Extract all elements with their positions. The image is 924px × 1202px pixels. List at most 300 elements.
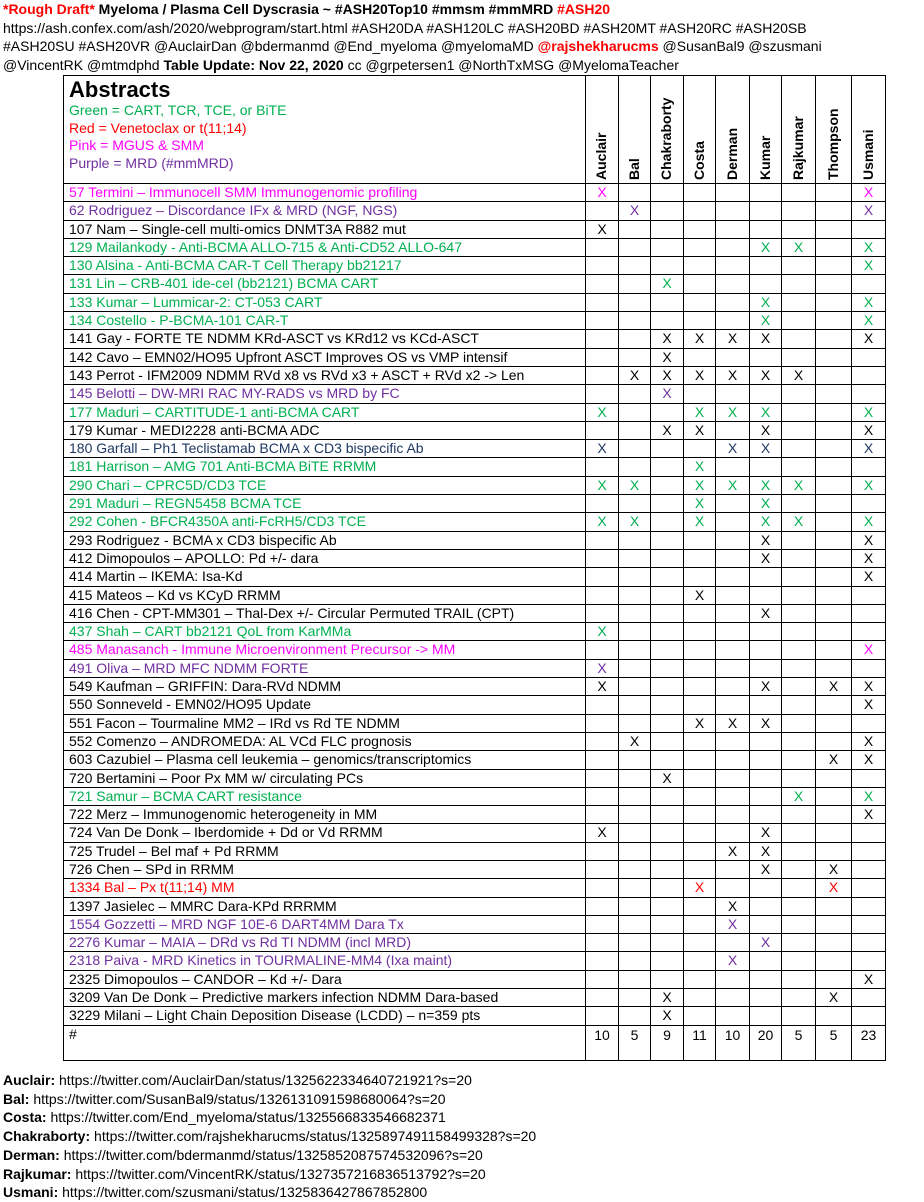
mark-cell: X: [750, 476, 782, 494]
table-row: [64, 915, 886, 933]
mark-cell: [816, 824, 852, 842]
mark-cell: [619, 751, 651, 769]
mark-cell: [586, 312, 619, 330]
mark-cell: [651, 641, 684, 659]
mark-cell: [651, 751, 684, 769]
abstract-title-cell: 290 Chari – CPRC5D/CD3 TCE: [64, 476, 586, 494]
mark-cell: X: [716, 403, 750, 421]
mark-cell: X: [750, 312, 782, 330]
mark-cell: [716, 879, 750, 897]
mark-cell: X: [651, 330, 684, 348]
twitter-links: [3, 1071, 921, 1202]
mark-cell: [816, 440, 852, 458]
count-value: 20: [757, 1026, 774, 1043]
mark-cell: [750, 458, 782, 476]
table-row: [64, 1007, 886, 1025]
header-url: https://ash.confex.com/ash/2020/webprogram/start.html #ASH20DA #ASH120LC #ASH20BD #ASH20MT #ASH20RC #ASH20SB: [3, 19, 807, 36]
mark-cell: [684, 604, 716, 622]
mark-cell: X: [586, 476, 619, 494]
table-row: [64, 604, 886, 622]
mark-cell: X: [651, 769, 684, 787]
mark-cell: [750, 623, 782, 641]
twitter-link-line: [3, 1090, 921, 1109]
mark-cell: [782, 641, 816, 659]
mark-cell: [750, 787, 782, 805]
count-cell: [619, 1025, 651, 1060]
mark-cell: [782, 952, 816, 970]
mark-cell: X: [651, 385, 684, 403]
mark-cell: [684, 897, 716, 915]
mark-cell: [684, 238, 716, 256]
table-row: [64, 366, 886, 384]
count-value: 23: [860, 1026, 877, 1043]
table-row: [64, 989, 886, 1007]
abstract-title-cell: 412 Dimopoulos – APOLLO: Pd +/- dara: [64, 549, 586, 567]
abstract-title-cell: 1397 Jasielec – MMRC Dara-KPd RRRMM: [64, 897, 586, 915]
mark-cell: [619, 641, 651, 659]
twitter-link[interactable]: https://twitter.com/End_myeloma/status/1325566833546682371: [50, 1109, 446, 1126]
mark-cell: [716, 860, 750, 878]
mark-cell: [750, 184, 782, 202]
mark-cell: X: [750, 842, 782, 860]
mark-cell: [684, 696, 716, 714]
mark-cell: [651, 293, 684, 311]
mark-cell: [782, 623, 816, 641]
abstract-title-cell: 603 Cazubiel – Plasma cell leukemia – genomics/transcriptomics: [64, 751, 586, 769]
abstract-title-cell: 416 Chen - CPT-MM301 – Thal-Dex +/- Circular Permuted TRAIL (CPT): [64, 604, 586, 622]
table-row: [64, 641, 886, 659]
mark-cell: [619, 568, 651, 586]
mark-cell: [782, 934, 816, 952]
mark-cell: [651, 678, 684, 696]
twitter-link-line: [3, 1165, 921, 1184]
mark-cell: X: [750, 513, 782, 531]
mark-cell: [716, 641, 750, 659]
mark-cell: [782, 385, 816, 403]
abstract-title-cell: 145 Belotti – DW-MRI RAC MY-RADS vs MRD by FC: [64, 385, 586, 403]
count-cell: [782, 1025, 816, 1060]
mark-cell: [619, 824, 651, 842]
link-reviewer-name: Chakraborty:: [3, 1128, 91, 1145]
mark-cell: [782, 1007, 816, 1025]
abstract-title-cell: 721 Samur – BCMA CART resistance: [64, 787, 586, 805]
link-reviewer-name: Derman:: [3, 1146, 60, 1163]
mark-cell: [716, 732, 750, 750]
mark-cell: X: [619, 476, 651, 494]
mark-cell: [651, 476, 684, 494]
mark-cell: X: [716, 366, 750, 384]
mark-cell: [716, 275, 750, 293]
mark-cell: [716, 549, 750, 567]
mark-cell: [716, 385, 750, 403]
mark-cell: [782, 220, 816, 238]
mark-cell: X: [852, 238, 886, 256]
abstract-title-cell: 724 Van De Donk – Iberdomide + Dd or Vd RRMM: [64, 824, 586, 842]
mark-cell: [716, 184, 750, 202]
mark-cell: X: [782, 366, 816, 384]
mark-cell: [852, 860, 886, 878]
mark-cell: [684, 842, 716, 860]
mark-cell: [782, 860, 816, 878]
mark-cell: X: [684, 458, 716, 476]
mark-cell: [750, 751, 782, 769]
mark-cell: [816, 586, 852, 604]
mark-cell: X: [852, 732, 886, 750]
mark-cell: [852, 769, 886, 787]
mark-cell: [684, 220, 716, 238]
mark-cell: [684, 915, 716, 933]
mark-cell: [716, 586, 750, 604]
mark-cell: X: [852, 202, 886, 220]
mark-cell: [619, 860, 651, 878]
abstract-title-cell: 292 Cohen - BFCR4350A anti-FcRH5/CD3 TCE: [64, 513, 586, 531]
count-value: 5: [630, 1026, 639, 1043]
mark-cell: [651, 860, 684, 878]
mark-cell: X: [684, 879, 716, 897]
mark-cell: [716, 312, 750, 330]
mark-cell: [816, 330, 852, 348]
mark-cell: X: [750, 403, 782, 421]
mark-cell: [816, 458, 852, 476]
mark-cell: X: [651, 421, 684, 439]
mark-cell: [651, 312, 684, 330]
mark-cell: [684, 934, 716, 952]
mark-cell: [816, 385, 852, 403]
mark-cell: X: [852, 312, 886, 330]
table-update-date: Table Update: Nov 22, 2020: [163, 57, 344, 74]
reviewer-name: Auclair: [593, 132, 610, 180]
mark-cell: [750, 806, 782, 824]
mark-cell: [619, 604, 651, 622]
mark-cell: X: [816, 751, 852, 769]
mark-cell: [651, 403, 684, 421]
link-reviewer-name: Rajkumar:: [3, 1165, 72, 1182]
mark-cell: [586, 366, 619, 384]
table-row: [64, 806, 886, 824]
mark-cell: [716, 806, 750, 824]
table-row: [64, 184, 886, 202]
mark-cell: X: [750, 934, 782, 952]
table-row: [64, 897, 886, 915]
mark-cell: [852, 952, 886, 970]
mark-cell: [716, 238, 750, 256]
mark-cell: [852, 659, 886, 677]
mark-cell: X: [716, 330, 750, 348]
mark-cell: [782, 678, 816, 696]
mark-cell: [651, 915, 684, 933]
mark-cell: [782, 312, 816, 330]
mark-cell: [750, 257, 782, 275]
abstract-title-cell: 2318 Paiva - MRD Kinetics in TOURMALINE-MM4 (Ixa maint): [64, 952, 586, 970]
abstract-title-cell: 1334 Bal – Px t(11;14) MM: [64, 879, 586, 897]
count-label: #: [64, 1025, 586, 1060]
mark-cell: [619, 714, 651, 732]
mark-cell: [586, 293, 619, 311]
mark-cell: [750, 568, 782, 586]
table-row: [64, 220, 886, 238]
table-row: [64, 312, 886, 330]
mark-cell: [651, 952, 684, 970]
mark-cell: [619, 495, 651, 513]
mark-cell: [816, 842, 852, 860]
count-value: 9: [663, 1026, 671, 1043]
mark-cell: [651, 806, 684, 824]
mark-cell: [586, 385, 619, 403]
mark-cell: [816, 1007, 852, 1025]
reviewer-name: Bal: [625, 158, 642, 180]
mark-cell: X: [750, 860, 782, 878]
mark-cell: [816, 696, 852, 714]
table-header-row: [64, 76, 886, 184]
abstract-title-cell: 485 Manasanch - Immune Microenvironment Precursor -> MM: [64, 641, 586, 659]
mark-cell: [684, 184, 716, 202]
mark-cell: [619, 989, 651, 1007]
mark-cell: [586, 641, 619, 659]
mark-cell: [586, 568, 619, 586]
abstract-title-cell: 130 Alsina - Anti-BCMA CAR-T Cell Therapy bb21217: [64, 257, 586, 275]
mark-cell: X: [782, 238, 816, 256]
mark-cell: [750, 1007, 782, 1025]
mark-cell: [816, 952, 852, 970]
mark-cell: [782, 915, 816, 933]
mark-cell: [782, 970, 816, 988]
link-reviewer-name: Costa:: [3, 1109, 47, 1126]
mark-cell: [586, 751, 619, 769]
mark-cell: [619, 293, 651, 311]
mark-cell: [782, 495, 816, 513]
mark-cell: [750, 202, 782, 220]
twitter-link[interactable]: https://twitter.com/SusanBal9/status/1326131091598680064?s=20: [33, 1090, 446, 1107]
mark-cell: [619, 531, 651, 549]
mark-cell: [782, 806, 816, 824]
mark-cell: [619, 659, 651, 677]
mark-cell: [816, 238, 852, 256]
link-reviewer-name: Bal:: [3, 1090, 30, 1107]
header-title: Myeloma / Plasma Cell Dyscrasia ~ #ASH20Top10 #mmsm #mmMRD: [94, 1, 558, 17]
mark-cell: [716, 293, 750, 311]
mark-cell: X: [750, 604, 782, 622]
abstracts-header-cell: [64, 76, 586, 184]
mark-cell: X: [716, 915, 750, 933]
abstract-title-cell: 293 Rodriguez - BCMA x CD3 bispecific Ab: [64, 531, 586, 549]
mark-cell: X: [586, 184, 619, 202]
table-row: [64, 440, 886, 458]
mark-cell: [852, 348, 886, 366]
mark-cell: [684, 275, 716, 293]
mark-cell: X: [852, 330, 886, 348]
legend-item: Purple = MRD (#mmMRD): [69, 154, 234, 171]
mark-cell: [750, 970, 782, 988]
header-handles-pre: #ASH20SU #ASH20VR @AuclairDan @bdermanmd @End_myeloma @myelomaMD: [3, 38, 538, 55]
mark-cell: [684, 806, 716, 824]
mark-cell: [816, 421, 852, 439]
mark-cell: X: [750, 293, 782, 311]
count-row: [64, 1025, 886, 1060]
table-row: [64, 934, 886, 952]
mark-cell: [816, 403, 852, 421]
mark-cell: [816, 659, 852, 677]
mark-cell: [750, 915, 782, 933]
mark-cell: [782, 257, 816, 275]
table-row: [64, 421, 886, 439]
mark-cell: [852, 385, 886, 403]
mark-cell: X: [651, 989, 684, 1007]
abstract-title-cell: 291 Maduri – REGN5458 BCMA TCE: [64, 495, 586, 513]
mark-cell: [684, 531, 716, 549]
abstract-title-cell: 181 Harrison – AMG 701 Anti-BCMA BiTE RRMM: [64, 458, 586, 476]
mark-cell: [816, 312, 852, 330]
mark-cell: [782, 440, 816, 458]
abstract-title-cell: 1554 Gozzetti – MRD NGF 10E-6 DART4MM Dara Tx: [64, 915, 586, 933]
mark-cell: [782, 714, 816, 732]
mark-cell: [651, 495, 684, 513]
table-row: [64, 495, 886, 513]
abstract-title-cell: 722 Merz – Immunogenomic heterogeneity in MM: [64, 806, 586, 824]
mark-cell: X: [852, 696, 886, 714]
mark-cell: [750, 952, 782, 970]
mark-cell: X: [750, 440, 782, 458]
mark-cell: X: [852, 751, 886, 769]
mark-cell: [619, 915, 651, 933]
mark-cell: [619, 275, 651, 293]
count-value: 5: [794, 1026, 803, 1043]
mark-cell: X: [750, 824, 782, 842]
mark-cell: X: [852, 641, 886, 659]
mark-cell: X: [651, 348, 684, 366]
mark-cell: [586, 275, 619, 293]
mark-cell: X: [716, 440, 750, 458]
mark-cell: [619, 952, 651, 970]
mark-cell: X: [750, 549, 782, 567]
mark-cell: [816, 714, 852, 732]
twitter-link-line: [3, 1071, 921, 1090]
mark-cell: [651, 623, 684, 641]
mark-cell: [816, 623, 852, 641]
mark-cell: [684, 787, 716, 805]
mark-cell: [782, 751, 816, 769]
reviewer-column-header: [782, 76, 816, 184]
reviewer-name: Costa: [690, 141, 707, 180]
mark-cell: [716, 604, 750, 622]
table-row: [64, 476, 886, 494]
twitter-link-line: [3, 1108, 921, 1127]
mark-cell: [716, 751, 750, 769]
mark-cell: [852, 220, 886, 238]
mark-cell: X: [750, 238, 782, 256]
mark-cell: X: [716, 714, 750, 732]
mark-cell: X: [852, 440, 886, 458]
mark-cell: X: [586, 513, 619, 531]
mark-cell: [586, 1007, 619, 1025]
table-row: [64, 458, 886, 476]
mark-cell: [586, 769, 619, 787]
mark-cell: [816, 806, 852, 824]
mark-cell: X: [651, 275, 684, 293]
twitter-link[interactable]: https://twitter.com/szusmani/status/1325836427867852800: [62, 1184, 428, 1201]
count-cell: [852, 1025, 886, 1060]
mark-cell: [651, 458, 684, 476]
mark-cell: [684, 824, 716, 842]
mark-cell: [852, 989, 886, 1007]
mark-cell: [684, 549, 716, 567]
mark-cell: [816, 476, 852, 494]
mark-cell: [684, 440, 716, 458]
table-row: [64, 678, 886, 696]
mark-cell: [651, 531, 684, 549]
mark-cell: X: [816, 879, 852, 897]
mark-cell: [619, 696, 651, 714]
mark-cell: [816, 495, 852, 513]
mark-cell: X: [716, 476, 750, 494]
abstract-title-cell: 143 Perrot - IFM2009 NDMM RVd x8 vs RVd x3 + ASCT + RVd x2 -> Len: [64, 366, 586, 384]
mark-cell: [782, 879, 816, 897]
table-row: [64, 330, 886, 348]
abstract-title-cell: 550 Sonneveld - EMN02/HO95 Update: [64, 696, 586, 714]
mark-cell: [586, 531, 619, 549]
reviewer-name: Chakraborty: [658, 97, 675, 180]
mark-cell: X: [619, 202, 651, 220]
mark-cell: [852, 366, 886, 384]
mark-cell: [651, 440, 684, 458]
legend-item: Green = CART, TCR, TCE, or BiTE: [69, 102, 287, 118]
mark-cell: [619, 897, 651, 915]
mark-cell: X: [782, 513, 816, 531]
mark-cell: X: [852, 293, 886, 311]
mark-cell: [651, 238, 684, 256]
count-value: 10: [594, 1026, 610, 1043]
mark-cell: [619, 787, 651, 805]
twitter-link[interactable]: https://twitter.com/bdermanmd/status/1325852087574532096?s=20: [63, 1146, 483, 1163]
mark-cell: [782, 989, 816, 1007]
twitter-link[interactable]: https://twitter.com/rajshekharucms/status/1325897491158499328?s=20: [94, 1128, 537, 1145]
twitter-link[interactable]: https://twitter.com/VincentRK/status/1327357216836513792?s=20: [75, 1165, 486, 1182]
mark-cell: X: [852, 568, 886, 586]
draft-label: *Rough Draft*: [3, 1, 95, 17]
mark-cell: [619, 769, 651, 787]
abstract-title-cell: 725 Trudel – Bel maf + Pd RRMM: [64, 842, 586, 860]
mark-cell: [716, 495, 750, 513]
table-row: [64, 348, 886, 366]
mark-cell: X: [716, 952, 750, 970]
mark-cell: [750, 769, 782, 787]
mark-cell: X: [684, 403, 716, 421]
header-title-line: [3, 0, 921, 19]
mark-cell: [750, 879, 782, 897]
table-row: [64, 860, 886, 878]
mark-cell: [716, 220, 750, 238]
mark-cell: [782, 348, 816, 366]
mark-cell: [684, 623, 716, 641]
table-row: [64, 586, 886, 604]
table-row: [64, 824, 886, 842]
mark-cell: X: [651, 366, 684, 384]
mark-cell: [782, 586, 816, 604]
mark-cell: [651, 897, 684, 915]
table-row: [64, 385, 886, 403]
mark-cell: X: [750, 678, 782, 696]
table-row: [64, 531, 886, 549]
table-row: [64, 769, 886, 787]
mark-cell: [619, 312, 651, 330]
twitter-link[interactable]: https://twitter.com/AuclairDan/status/1325622334640721921?s=20: [59, 1072, 472, 1088]
mark-cell: [684, 312, 716, 330]
table-row: [64, 787, 886, 805]
mark-cell: [852, 897, 886, 915]
mark-cell: [852, 842, 886, 860]
mark-cell: [782, 202, 816, 220]
link-reviewer-name: Usmani:: [3, 1184, 59, 1201]
table-row: [64, 202, 886, 220]
